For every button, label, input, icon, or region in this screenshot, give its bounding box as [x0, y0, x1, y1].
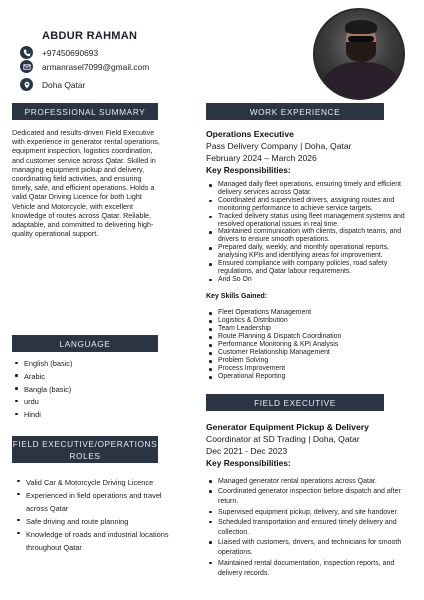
list-item: And So On [206, 276, 418, 284]
list-item: Maintained communication with clients, dispatch teams, and drivers to ensure smooth operations. [206, 228, 418, 244]
job2-company: Coordinator at SD Trading | Doha, Qatar [206, 434, 360, 444]
phone-text: +97450690693 [42, 47, 99, 58]
summary-text: Dedicated and results-driven Field Executive with experience in generator rental operations, equipment inspection, logistics coordination, and customer service across Qatar. Skilled in managing equipment pickup and delivery, coordinating field activities, and ensuring timely, safe, and efficient operations. Holds a valid Qatar Driving Licence for both Light Vehicle and Motorcycle, with excellent knowledge of routes across Qatar. Reliable, adaptable, and committed to delivering high-quality operational support. [12, 128, 160, 239]
list-item: Arabic [12, 371, 158, 384]
summary-section-title: PROFESSIONAL SUMMARY [12, 103, 158, 120]
contact-phone [20, 46, 98, 59]
list-item: Coordinated generator inspection before dispatch and after return. [206, 487, 418, 507]
list-item: Operational Reporting [206, 373, 418, 381]
list-item: Liaised with customers, drivers, and technicians for smooth operations. [206, 538, 418, 558]
job1-company: Pass Delivery Company | Doha, Qatar [206, 141, 352, 151]
list-item: Bangla (basic) [12, 384, 158, 397]
work-section-title: WORK EXPERIENCE [206, 103, 384, 120]
roles-section-title: FIELD EXECUTIVE/OPERATIONS ROLES [12, 436, 158, 463]
job1-skills [206, 309, 418, 381]
location-text: Doha Qatar [42, 79, 86, 90]
job2-responsibilities-label: Key Responsibilities: [206, 458, 291, 468]
list-item: Tracked delivery status using fleet management systems and resolved operational issues in real time. [206, 213, 418, 229]
job1-skills-label: Key Skills Gained: [206, 293, 268, 300]
list-item: Valid Car & Motorcycle Driving Licence [14, 476, 180, 489]
job1-responsibilities-label: Key Responsibilities: [206, 165, 291, 175]
list-item: Experienced in field operations and travel across Qatar [14, 489, 180, 515]
profile-photo [313, 8, 405, 100]
list-item: Process Improvement [206, 365, 418, 373]
field-section-title: FIELD EXECUTIVE [206, 394, 384, 411]
list-item: English (basic) [12, 358, 158, 371]
job2-dates: Dec 2021 - Dec 2023 [206, 446, 288, 456]
list-item: Team Leadership [206, 325, 418, 333]
list-item: urdu [12, 396, 158, 409]
job1-responsibilities [206, 181, 418, 284]
job2-responsibilities [206, 477, 418, 579]
list-item: Problem Solving [206, 357, 418, 365]
list-item: Performance Monitoring & KPI Analysis [206, 341, 418, 349]
list-item: Ensured compliance with company policies, road safety regulations, and Qatar labour requirements. [206, 260, 418, 276]
list-item: Fleet Operations Management [206, 309, 418, 317]
list-item: Prepared daily, weekly, and monthly operational reports, analysing KPIs and identifying areas for improvement. [206, 244, 418, 260]
list-item: Maintained rental documentation, inspection reports, and delivery records. [206, 559, 418, 579]
email-icon [20, 60, 33, 73]
list-item: Supervised equipment pickup, delivery, and site handover. [206, 508, 418, 518]
language-list [12, 358, 158, 422]
language-section-title: LANGUAGE [12, 335, 158, 352]
job1-title: Operations Executive [206, 129, 294, 139]
list-item: Knowledge of roads and industrial locations throughout Qatar [14, 528, 180, 554]
location-pin-icon [20, 78, 33, 91]
job1-dates: February 2024 – March 2026 [206, 153, 317, 163]
list-item: Coordinated and supervised drivers, assigning routes and monitoring performance to achieve service targets. [206, 197, 418, 213]
contact-email[interactable] [20, 60, 149, 73]
list-item: Customer Relationship Management [206, 349, 418, 357]
job2-title: Generator Equipment Pickup & Delivery [206, 422, 369, 432]
contact-location [20, 78, 85, 91]
email-text[interactable]: armanrasel7099@gmail.com [42, 61, 150, 72]
phone-icon [20, 46, 33, 59]
list-item: Scheduled transportation and ensured timely delivery and collection. [206, 518, 418, 538]
roles-list [14, 476, 180, 554]
list-item: Safe driving and route planning [14, 515, 180, 528]
candidate-name: ABDUR RAHMAN [42, 30, 138, 42]
list-item: Route Planning & Dispatch Coordination [206, 333, 418, 341]
list-item: Managed generator rental operations across Qatar. [206, 477, 418, 487]
list-item: Managed daily fleet operations, ensuring timely and efficient delivery services across Qatar. [206, 181, 418, 197]
list-item: Logistics & Distribution [206, 317, 418, 325]
list-item: Hindi [12, 409, 158, 422]
